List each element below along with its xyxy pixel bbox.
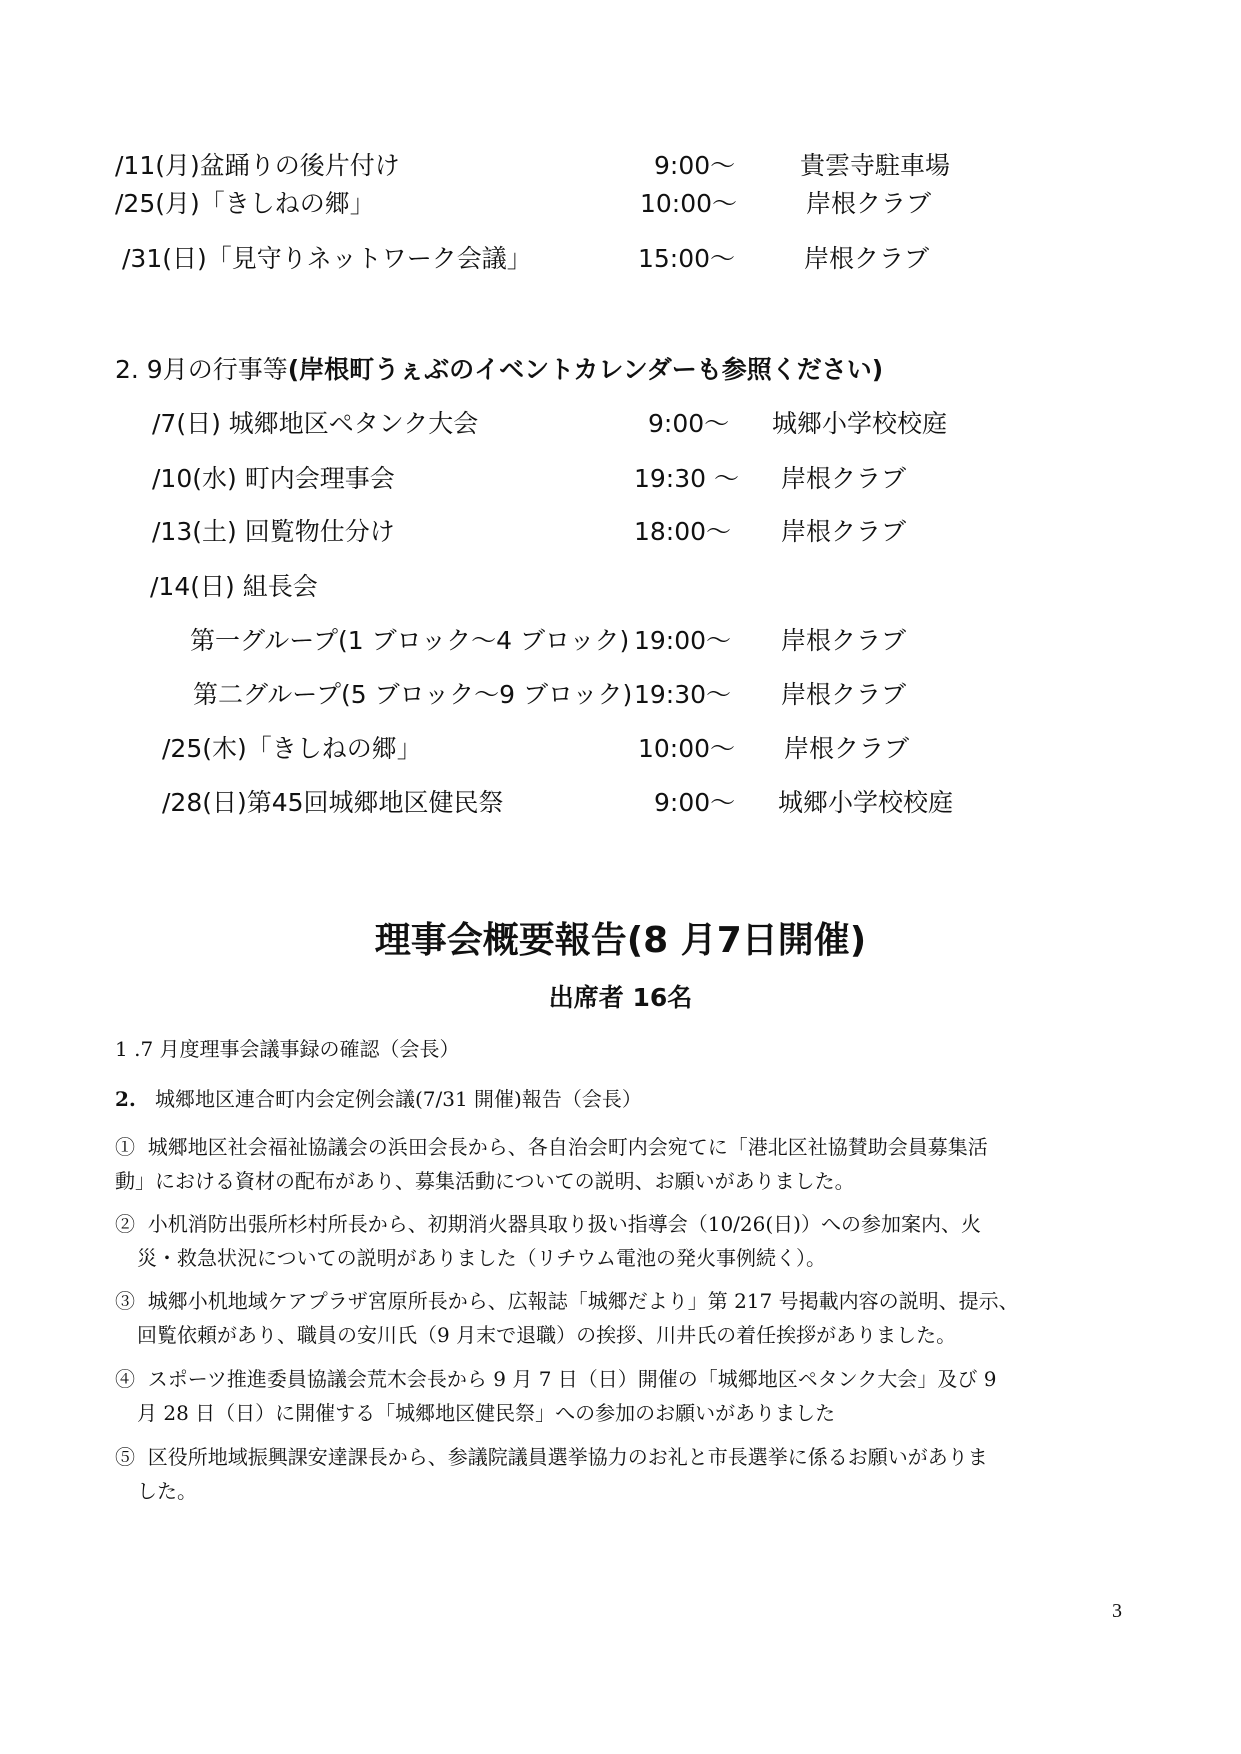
event-label: /11(月)盆踊りの後片付け — [115, 151, 400, 180]
event-label: /7(日) 城郷地区ペタンク大会 — [152, 409, 479, 438]
event-time: 19:00〜 — [634, 626, 732, 655]
paragraph-line: した。 — [137, 1479, 197, 1503]
paragraph-number: ④ — [115, 1367, 135, 1391]
event-label: /28(日)第45回城郷地区健民祭 — [162, 788, 504, 817]
report-paragraph — [115, 1440, 1145, 1508]
report-paragraph — [115, 1362, 1145, 1430]
event-place: 岸根クラブ — [781, 680, 907, 709]
event-place: 岸根クラブ — [784, 734, 910, 763]
event-time: 9:00〜 — [654, 151, 736, 180]
event-place: 岸根クラブ — [781, 626, 907, 655]
event-place: 岸根クラブ — [781, 464, 907, 493]
paragraph-line: 城郷地区社会福祉協議会の浜田会長から、各自治会町内会宛てに「港北区社協賛助会員募集活 — [147, 1135, 988, 1159]
september-heading-prefix: 2. 9月の行事等 — [115, 355, 288, 384]
paragraph-line: 小机消防出張所杉村所長から、初期消火器具取り扱い指導会（10/26(日)）への参加案内、火 — [147, 1212, 981, 1236]
paragraph-number: ③ — [115, 1289, 135, 1313]
event-time: 10:00〜 — [640, 189, 738, 218]
event-place: 城郷小学校校庭 — [772, 409, 948, 438]
event-label: /25(木)「きしねの郷」 — [162, 734, 422, 763]
event-place: 岸根クラブ — [781, 517, 907, 546]
event-place: 城郷小学校校庭 — [778, 788, 954, 817]
paragraph-line: スポーツ推進委員協議会荒木会長から 9 月 7 日（日）開催の「城郷地区ペタンク大会」及び 9 — [147, 1367, 997, 1391]
event-time: 18:00〜 — [634, 517, 732, 546]
report-item-2-number: 2. — [115, 1087, 136, 1111]
paragraph-line: 区役所地域振興課安達課長から、参議院議員選挙協力のお礼と市長選挙に係るお願いがありま — [147, 1445, 988, 1469]
event-time: 9:00〜 — [654, 788, 736, 817]
attendance: 出席者 16名 — [548, 983, 693, 1012]
event-time: 10:00〜 — [638, 734, 736, 763]
event-label: /31(日)「見守りネットワーク会議」 — [122, 244, 532, 273]
event-label: 第一グループ(1 ブロック〜4 ブロック) — [190, 626, 630, 655]
report-item-1: 1 .7 月度理事会議事録の確認（会長） — [115, 1037, 460, 1061]
event-label: 第二グループ(5 ブロック〜9 ブロック) — [193, 680, 633, 709]
event-label: /13(土) 回覧物仕分け — [152, 517, 395, 546]
paragraph-line: 回覧依頼があり、職員の安川氏（9 月末で退職）の挨拶、川井氏の着任挨拶がありました。 — [137, 1323, 957, 1347]
event-label: /10(水) 町内会理事会 — [152, 464, 395, 493]
report-paragraph — [115, 1207, 1145, 1275]
event-time: 15:00〜 — [638, 244, 736, 273]
paragraph-number: ① — [115, 1135, 135, 1159]
report-item-2 — [115, 1082, 642, 1116]
page-number: 3 — [1112, 1600, 1122, 1622]
report-paragraph — [115, 1284, 1145, 1352]
paragraph-number: ② — [115, 1212, 135, 1236]
event-label: /14(日) 組長会 — [150, 572, 318, 601]
event-time: 19:30〜 — [634, 680, 732, 709]
event-place: 岸根クラブ — [806, 189, 932, 218]
event-time: 19:30 〜 — [634, 464, 739, 493]
report-paragraph — [115, 1130, 1145, 1198]
event-label: /25(月)「きしねの郷」 — [115, 189, 375, 218]
report-title: 理事会概要報告(8 月7日開催) — [374, 920, 867, 961]
paragraph-line: 月 28 日（日）に開催する「城郷地区健民祭」への参加のお願いがありました — [137, 1401, 836, 1425]
paragraph-number: ⑤ — [115, 1445, 135, 1469]
paragraph-line: 災・救急状況についての説明がありました（リチウム電池の発火事例続く）。 — [137, 1246, 826, 1270]
event-place: 岸根クラブ — [804, 244, 930, 273]
paragraph-line: 城郷小机地域ケアプラザ宮原所長から、広報誌「城郷だより」第 217 号掲載内容の説明、提示、 — [147, 1289, 1019, 1313]
event-time: 9:00〜 — [648, 409, 730, 438]
report-item-2-text: 城郷地区連合町内会定例会議(7/31 開催)報告（会長） — [154, 1087, 642, 1111]
event-place: 貴雲寺駐車場 — [800, 151, 951, 180]
paragraph-line: 動」における資材の配布があり、募集活動についての説明、お願いがありました。 — [115, 1169, 855, 1193]
september-heading-note: (岸根町うぇぶのイベントカレンダーも参照ください) — [287, 355, 884, 384]
september-heading — [115, 354, 883, 386]
